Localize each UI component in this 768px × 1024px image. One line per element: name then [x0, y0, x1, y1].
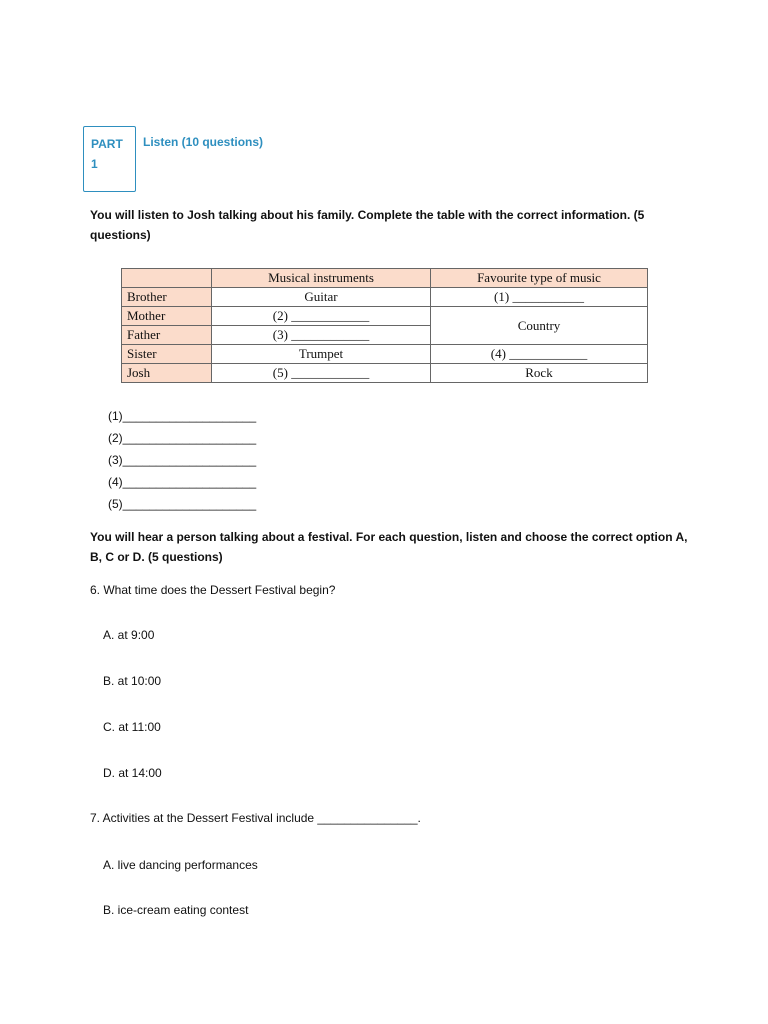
answer-line-1[interactable]: (1)____________________ — [108, 409, 257, 423]
table-cell-member: Mother — [122, 307, 212, 326]
table-row — [122, 288, 648, 307]
table-cell-instrument: Trumpet — [212, 345, 431, 364]
answer-line-2[interactable]: (2)____________________ — [108, 431, 257, 445]
table-cell-music: (1) ___________ — [431, 288, 648, 307]
question-6: 6. What time does the Dessert Festival begin? — [90, 583, 336, 597]
table-cell-music: Rock — [431, 364, 648, 383]
table-cell-member: Sister — [122, 345, 212, 364]
question-7-option-a[interactable]: A. live dancing performances — [103, 858, 258, 872]
answer-lines — [108, 405, 256, 515]
answer-line-5[interactable]: (5)____________________ — [108, 497, 257, 511]
question-7: 7. Activities at the Dessert Festival include _______________. — [90, 811, 421, 825]
table-row — [122, 364, 648, 383]
part-label: PART — [91, 137, 123, 151]
table-header-row — [122, 269, 648, 288]
part-number: 1 — [91, 157, 98, 171]
table-header-blank — [122, 269, 212, 288]
part-title: Listen (10 questions) — [143, 135, 264, 149]
section2-instruction: You will hear a person talking about a festival. For each question, listen and choose the correct option A, B, C or D. (5 questions) — [90, 530, 688, 564]
table-cell-member: Brother — [122, 288, 212, 307]
answer-line-4[interactable]: (4)____________________ — [108, 475, 257, 489]
table-cell-music: Country — [431, 307, 648, 345]
question-6-option-b[interactable]: B. at 10:00 — [103, 674, 162, 688]
table-row — [122, 307, 648, 326]
table-row — [122, 345, 648, 364]
section1-instruction: You will listen to Josh talking about his family. Complete the table with the correct information. (5 questions) — [90, 208, 645, 242]
table-header-instruments: Musical instruments — [212, 269, 431, 288]
answer-line-3[interactable]: (3)____________________ — [108, 453, 257, 467]
table-cell-member: Father — [122, 326, 212, 345]
table-cell-instrument: Guitar — [212, 288, 431, 307]
question-6-option-c[interactable]: C. at 11:00 — [103, 720, 161, 734]
table-cell-instrument: (3) ____________ — [212, 326, 431, 345]
question-6-option-a[interactable]: A. at 9:00 — [103, 628, 155, 642]
table-cell-instrument: (2) ____________ — [212, 307, 431, 326]
table-cell-music: (4) ____________ — [431, 345, 648, 364]
question-6-option-d[interactable]: D. at 14:00 — [103, 766, 162, 780]
table-cell-member: Josh — [122, 364, 212, 383]
question-7-option-b[interactable]: B. ice-cream eating contest — [103, 903, 249, 917]
part-label-box — [83, 126, 136, 192]
family-music-table — [121, 268, 648, 383]
table-header-music: Favourite type of music — [431, 269, 648, 288]
table-cell-instrument: (5) ____________ — [212, 364, 431, 383]
